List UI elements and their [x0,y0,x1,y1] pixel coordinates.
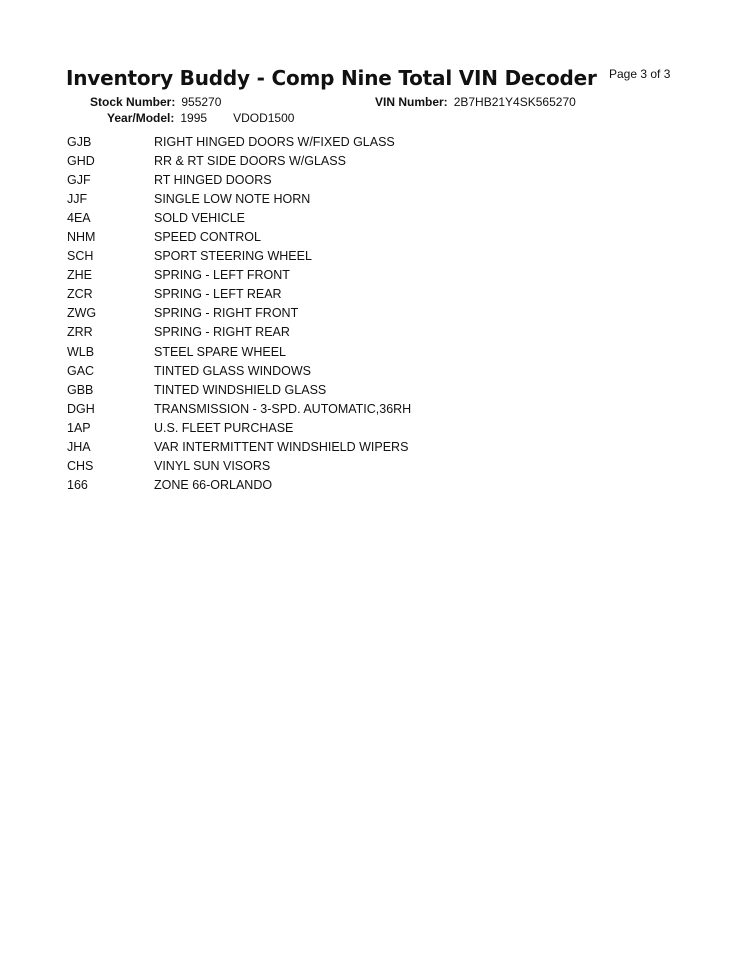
option-description: STEEL SPARE WHEEL [154,344,286,359]
option-code-row [67,361,667,380]
year-model-field [107,111,294,125]
option-code-row [67,476,667,495]
option-code: DGH [67,401,95,416]
option-description: SPRING - LEFT FRONT [154,268,290,283]
page-number: Page 3 of 3 [609,67,671,81]
option-description: SPRING - RIGHT REAR [154,325,290,340]
option-code: GAC [67,363,95,378]
option-code: JJF [67,191,88,206]
option-code-row [67,323,667,342]
option-code-row [67,457,667,476]
option-code: GJB [67,134,92,149]
vin-number-label: VIN Number: [375,95,448,109]
option-code-row [67,208,667,227]
year-value: 1995 [180,111,208,125]
option-code-row [67,132,667,151]
option-code: ZWG [67,306,97,321]
option-description: SOLD VEHICLE [154,210,246,225]
option-description: VAR INTERMITTENT WINDSHIELD WIPERS [154,440,409,455]
option-code: ZRR [67,325,93,340]
option-description: ZONE 66-ORLANDO [154,478,273,493]
option-code: CHS [67,459,94,474]
option-code-row [67,418,667,437]
option-code-row [67,380,667,399]
option-code-row [67,170,667,189]
option-code: 4EA [67,210,91,225]
option-code: SCH [67,249,94,264]
option-description: SPORT STEERING WHEEL [154,249,312,264]
option-code-row [67,304,667,323]
option-description: SPRING - LEFT REAR [154,287,282,302]
option-code-row [67,438,667,457]
stock-number-label: Stock Number: [90,95,176,109]
option-code-row [67,285,667,304]
option-code: ZHE [67,268,92,283]
option-description: VINYL SUN VISORS [154,459,271,474]
option-code-row [67,399,667,418]
page-title: Inventory Buddy - Comp Nine Total VIN Decoder [66,66,597,90]
year-model-label: Year/Model: [107,111,175,125]
option-description: RR & RT SIDE DOORS W/GLASS [154,153,346,168]
option-code-list [67,132,667,495]
vin-number-value: 2B7HB21Y4SK565270 [453,95,576,109]
option-description: RIGHT HINGED DOORS W/FIXED GLASS [154,134,395,149]
option-code-row [67,266,667,285]
option-code: GHD [67,153,95,168]
option-code-row [67,342,667,361]
stock-number-field [90,95,221,109]
option-code-row [67,247,667,266]
option-code: GJF [67,172,91,187]
option-description: TINTED WINDSHIELD GLASS [154,382,327,397]
option-code: GBB [67,382,94,397]
option-description: TRANSMISSION - 3-SPD. AUTOMATIC,36RH [154,401,412,416]
option-code: ZCR [67,287,93,302]
option-code: JHA [67,440,91,455]
option-description: SPRING - RIGHT FRONT [154,306,299,321]
option-code: NHM [67,230,96,245]
option-code: 1AP [67,420,91,435]
option-description: SPEED CONTROL [154,230,261,245]
model-value: VDOD1500 [233,111,295,125]
option-code-row [67,227,667,246]
option-description: TINTED GLASS WINDOWS [154,363,311,378]
option-description: RT HINGED DOORS [154,172,272,187]
option-code-row [67,151,667,170]
option-description: U.S. FLEET PURCHASE [154,420,294,435]
vin-number-field [375,95,576,109]
option-description: SINGLE LOW NOTE HORN [154,191,311,206]
option-code: 166 [67,478,88,493]
stock-number-value: 955270 [181,95,222,109]
option-code: WLB [67,344,95,359]
option-code-row [67,189,667,208]
